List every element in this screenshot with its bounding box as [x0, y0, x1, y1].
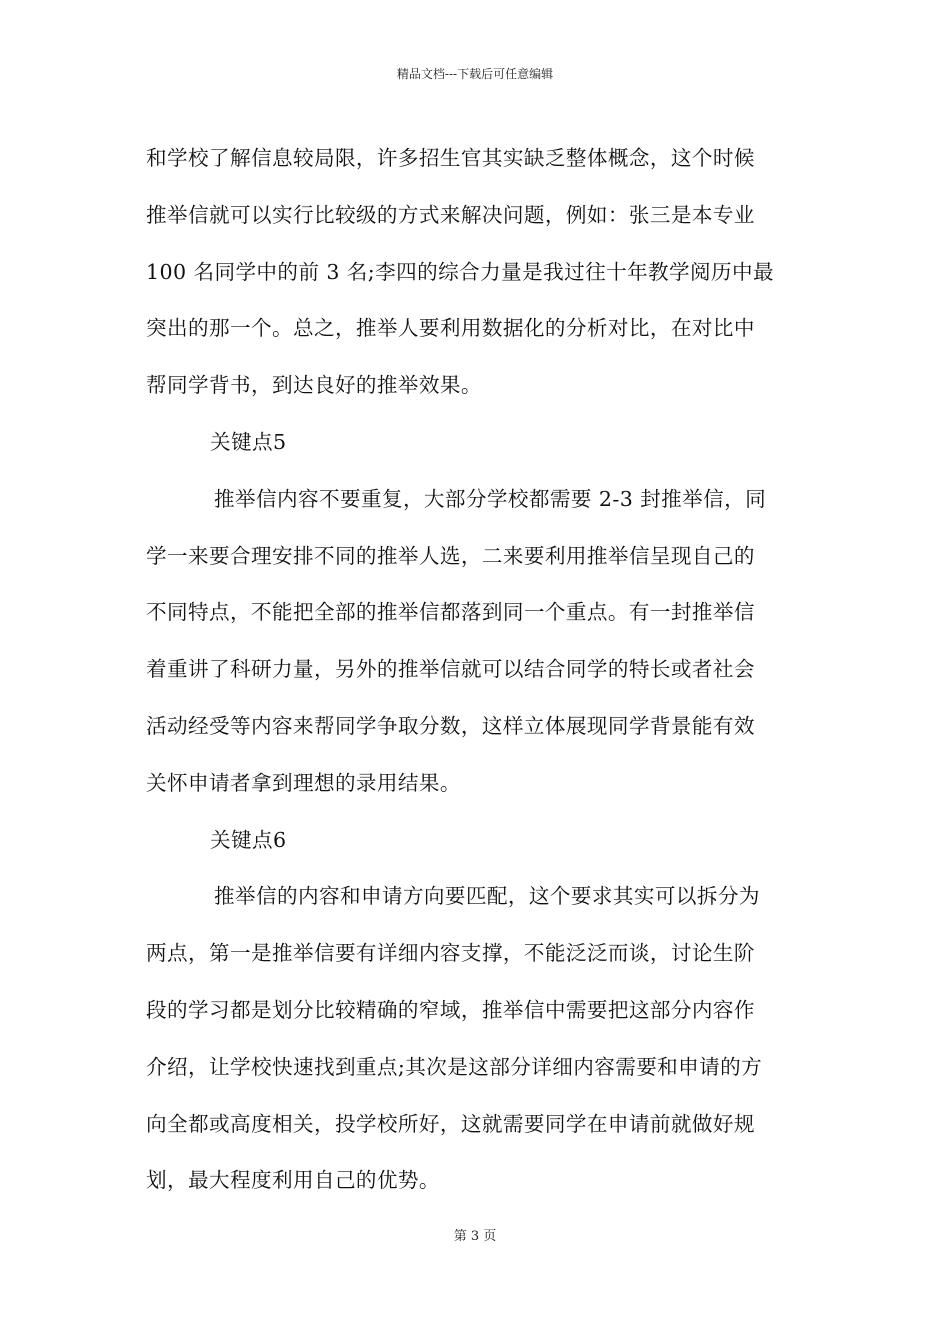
page-number: 第 3 页: [453, 1229, 497, 1244]
text-line: 两点，第一是推举信要有详细内容支撑，不能泛泛而谈，讨论生阶: [146, 941, 755, 966]
text-line: 和学校了解信息较局限，许多招生官其实缺乏整体概念，这个时候: [146, 146, 755, 170]
text-line: 推举信就可以实行比较级的方式来解决问题，例如：张三是本专业: [146, 202, 755, 227]
section-heading-5: 关键点5: [210, 429, 287, 454]
text-line: 突出的那一个。总之，推举人要利用数据化的分析对比，在对比中: [146, 316, 755, 341]
text-line: 不同特点，不能把全部的推举信都落到同一个重点。有一封推举信: [146, 600, 755, 625]
text-line: 向全都或高度相关，投学校所好，这就需要同学在申请前就做好规: [146, 1111, 755, 1136]
text-line: 段的学习都是划分比较精确的窄域，推举信中需要把这部分内容作: [146, 997, 755, 1022]
paragraph-1: [146, 130, 808, 414]
page-header: 精品文档---下载后可任意编辑: [396, 67, 554, 81]
text-line: 推举信的内容和申请方向要匹配，这个要求其实可以拆分为: [214, 884, 760, 909]
text-line: 推举信内容不要重复，大部分学校都需要 2-3 封推举信，同: [214, 486, 767, 511]
text-line: 介绍，让学校快速找到重点;其次是这部分详细内容需要和申请的方: [146, 1054, 763, 1079]
paragraph-3: [146, 868, 808, 1209]
text-line: 100 名同学中的前 3 名;李四的综合力量是我过往十年教学阅历中最: [146, 259, 775, 284]
document-body: [146, 130, 808, 1209]
text-line: 帮同学背书，到达良好的推举效果。: [146, 373, 482, 398]
text-line: 关怀申请者拿到理想的录用结果。: [146, 770, 461, 795]
paragraph-2: [146, 471, 808, 812]
text-line: 活动经受等内容来帮同学争取分数，这样立体展现同学背景能有效: [146, 713, 755, 738]
text-line: 学一来要合理安排不同的推举人选，二来要利用推举信呈现自己的: [146, 543, 755, 568]
text-line: 划，最大程度利用自己的优势。: [146, 1168, 440, 1193]
text-line: 着重讲了科研力量，另外的推举信就可以结合同学的特长或者社会: [146, 657, 755, 682]
section-heading-6: 关键点6: [210, 827, 287, 852]
